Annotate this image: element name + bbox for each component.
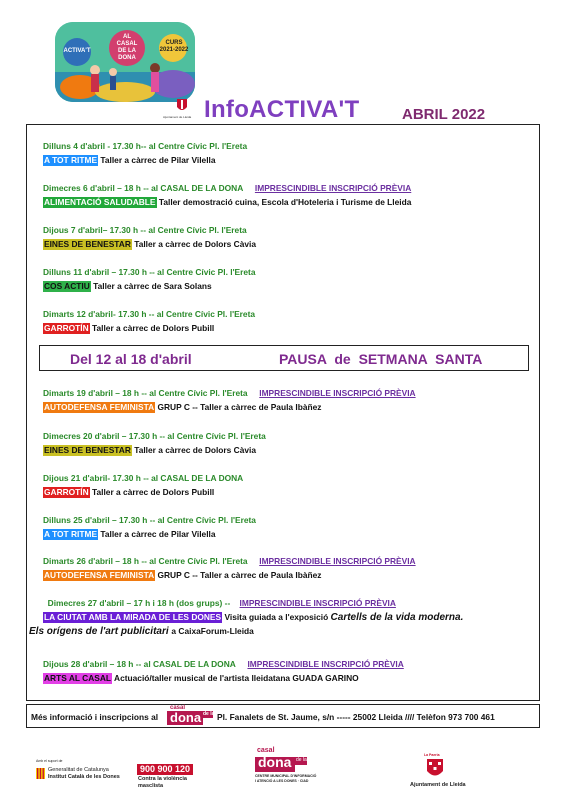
event-body (43, 528, 533, 540)
event-tag: LA CIUTAT AMB LA MIRADA DE LES DONES (44, 612, 222, 622)
crest-label: Ajuntament de Lleida (163, 115, 192, 119)
event-heading (43, 183, 533, 193)
event-body (43, 238, 533, 250)
logo-casal-text: casal (170, 705, 186, 711)
event-item (43, 309, 533, 334)
event-body (43, 196, 533, 208)
event-body (43, 672, 533, 684)
exhibition-subtitle: Els orígens de l'art publicitari (29, 626, 169, 637)
event-body (43, 322, 533, 334)
banner-center-tag (113, 34, 141, 62)
event-body (43, 569, 533, 581)
schedule-box (26, 124, 540, 701)
event-item (43, 431, 533, 456)
exhibition-title: Cartells de la vida moderna. (330, 612, 464, 623)
registration-required-link[interactable]: IMPRESCINDIBLE INSCRIPCIÓ PRÈVIA (247, 659, 404, 669)
event-body (43, 444, 533, 456)
event-tag: A TOT RITME (44, 529, 98, 539)
hotline-text-2: masclista (138, 783, 164, 789)
event-detail: Taller a càrrec de Dolors Pubill (92, 487, 215, 497)
support-label: Amb el suport de (36, 759, 63, 763)
registration-required-link[interactable]: IMPRESCINDIBLE INSCRIPCIÓ PRÈVIA (259, 388, 416, 398)
registration-required-link[interactable]: IMPRESCINDIBLE INSCRIPCIÓ PRÈVIA (259, 556, 416, 566)
event-item (43, 515, 533, 540)
lleida-crest-icon (176, 98, 188, 113)
event-heading (43, 556, 533, 566)
event-tag: EINES DE BENESTAR (44, 445, 131, 455)
event-item (43, 267, 533, 292)
footer-logo-dona-text: dona (258, 754, 292, 770)
page-title: InfoACTIVA'T (204, 96, 360, 123)
logo-dela-text: de la (203, 711, 215, 717)
banner-center-line: DONA (118, 55, 136, 61)
footer-logo-casal-text: casal (257, 747, 275, 754)
contact-address: Pl. Fanalets de St. Jaume, s/n ----- 25002 Lleida //// Telèfon 973 700 461 (217, 712, 495, 722)
event-tag: COS ACTIU (44, 281, 90, 291)
event-detail: Taller a càrrec de Pilar Vilella (100, 155, 216, 165)
event-detail: Visita guiada a l'exposició (224, 612, 329, 622)
page-month: ABRIL 2022 (402, 106, 486, 123)
event-detail: Taller demostració cuina, Escola d'Hoteleria i Turisme de Lleida (158, 197, 412, 207)
event-detail: Taller a càrrec de Dolors Càvia (134, 445, 257, 455)
casal-center-line-2: I ATENCIÓ A LES DONES · CIAD (255, 779, 309, 783)
event-detail: Taller a càrrec de Dolors Pubill (92, 323, 215, 333)
event-heading (43, 141, 533, 151)
icd-name: Institut Català de les Dones (48, 774, 120, 780)
event-body (43, 280, 533, 292)
event-date-place: Dilluns 11 d'abril – 17.30 h -- al Centre Cívic Pl. l'Ereta (43, 267, 256, 277)
event-date-place: Dijous 7 d'abril– 17.30 h -- al Centre Cívic Pl. l'Ereta (43, 225, 247, 235)
banner-right-tag (159, 40, 189, 54)
event-date-place: Dimecres 27 d'abril – 17 h i 18 h (dos grups) -- (47, 598, 231, 608)
event-item (43, 659, 533, 684)
event-item (43, 225, 533, 250)
event-date-place: Dimarts 19 d'abril – 18 h -- al Centre Cívic Pl. l'Ereta (43, 388, 248, 398)
event-heading (43, 473, 533, 483)
event-date-place: Dijous 21 d'abril- 17.30 h -- al CASAL DE LA DONA (43, 473, 244, 483)
event-tag: ARTS AL CASAL (44, 673, 111, 683)
event-detail: GRUP C -- Taller a càrrec de Paula Ibàñez (157, 402, 322, 412)
banner-right-line: CURS (165, 40, 183, 46)
event-body (43, 611, 533, 624)
event-date-place: Dijous 28 d'abril – 18 h -- al CASAL DE LA DONA (43, 659, 236, 669)
event-tag: EINES DE BENESTAR (44, 239, 131, 249)
activat-banner-illustration (55, 22, 195, 102)
registration-required-link[interactable]: IMPRESCINDIBLE INSCRIPCIÓ PRÈVIA (239, 598, 396, 608)
event-heading (43, 431, 533, 441)
event-item (43, 183, 533, 208)
hotline-text-1: Contra la violència (138, 776, 187, 782)
casal-dona-logo (167, 707, 213, 725)
event-tag: AUTODEFENSA FEMINISTA (44, 570, 155, 580)
banner-right-line: 2021-2022 (159, 47, 189, 53)
event-body (43, 486, 533, 498)
logo-dona-text: dona (170, 710, 202, 725)
generalitat-flag-icon (36, 768, 45, 779)
banner-center-line: CASAL (116, 41, 138, 47)
event-tag: GARROTÍN (44, 323, 89, 333)
pause-label: PAUSA de SETMANA SANTA (279, 351, 483, 367)
event-heading (43, 598, 533, 608)
event-body (43, 401, 533, 413)
casal-center-line-1: CENTRE MUNICIPAL D'INFORMACIÓ (255, 774, 317, 778)
hotline-number: 900 900 120 (137, 764, 193, 775)
event-body-continued (29, 624, 533, 639)
event-tag: A TOT RITME (44, 155, 98, 165)
event-tag: GARROTÍN (44, 487, 89, 497)
footer-logo-dela-text: de la (296, 757, 307, 763)
event-detail: Taller a càrrec de Pilar Vilella (100, 529, 216, 539)
lleida-shield-icon (426, 758, 444, 780)
generalitat-name: Generalitat de Catalunya (48, 767, 109, 773)
event-item (43, 388, 533, 413)
ajuntament-name: Ajuntament de Lleida (410, 782, 466, 788)
event-tag: ALIMENTACIÓ SALUDABLE (44, 197, 156, 207)
event-heading (43, 225, 533, 235)
paeria-label: La Paeria (424, 753, 440, 757)
banner-center-line: DE LA (118, 48, 136, 54)
event-detail: Taller a càrrec de Dolors Càvia (134, 239, 257, 249)
event-date-place: Dimecres 20 d'abril – 17.30 h -- al Centre Cívic Pl. l'Ereta (43, 431, 266, 441)
event-item (43, 556, 533, 581)
event-detail: Actuació/taller musical de l'artista lleidatana GUADA GARINO (114, 673, 359, 683)
event-date-place: Dimarts 12 d'abril- 17.30 h -- al Centre Cívic Pl. l'Ereta (43, 309, 256, 319)
event-detail: Taller a càrrec de Sara Solans (93, 281, 212, 291)
event-heading (43, 309, 533, 319)
event-date-place: Dilluns 4 d'abril - 17.30 h-- al Centre Cívic Pl. l'Ereta (43, 141, 248, 151)
banner-center-line: AL (123, 34, 131, 40)
easter-pause-banner (39, 345, 529, 371)
contact-info-bar (26, 704, 540, 728)
banner-left-tag: ACTIVA'T (63, 48, 91, 54)
contact-lead: Més informació i inscripcions al (31, 712, 159, 722)
event-item (43, 473, 533, 498)
event-heading (43, 659, 533, 669)
event-heading (43, 267, 533, 277)
event-item (43, 141, 533, 166)
event-body (43, 154, 533, 166)
event-item (29, 598, 533, 639)
event-tag: AUTODEFENSA FEMINISTA (44, 402, 155, 412)
event-heading (43, 388, 533, 398)
registration-required-link[interactable]: IMPRESCINDIBLE INSCRIPCIÓ PRÈVIA (254, 183, 412, 193)
event-detail: GRUP C -- Taller a càrrec de Paula Ibàñez (157, 570, 322, 580)
event-date-place: Dimarts 26 d'abril – 18 h -- al Centre Cívic Pl. l'Ereta (43, 556, 248, 566)
event-venue: a CaixaForum-Lleida (171, 626, 254, 636)
event-date-place: Dilluns 25 d'abril – 17.30 h -- al Centre Cívic Pl. l'Ereta (43, 515, 256, 525)
pause-dates: Del 12 al 18 d'abril (70, 351, 192, 367)
event-date-place: Dimecres 6 d'abril – 18 h -- al CASAL DE LA DONA (43, 183, 244, 193)
event-heading (43, 515, 533, 525)
